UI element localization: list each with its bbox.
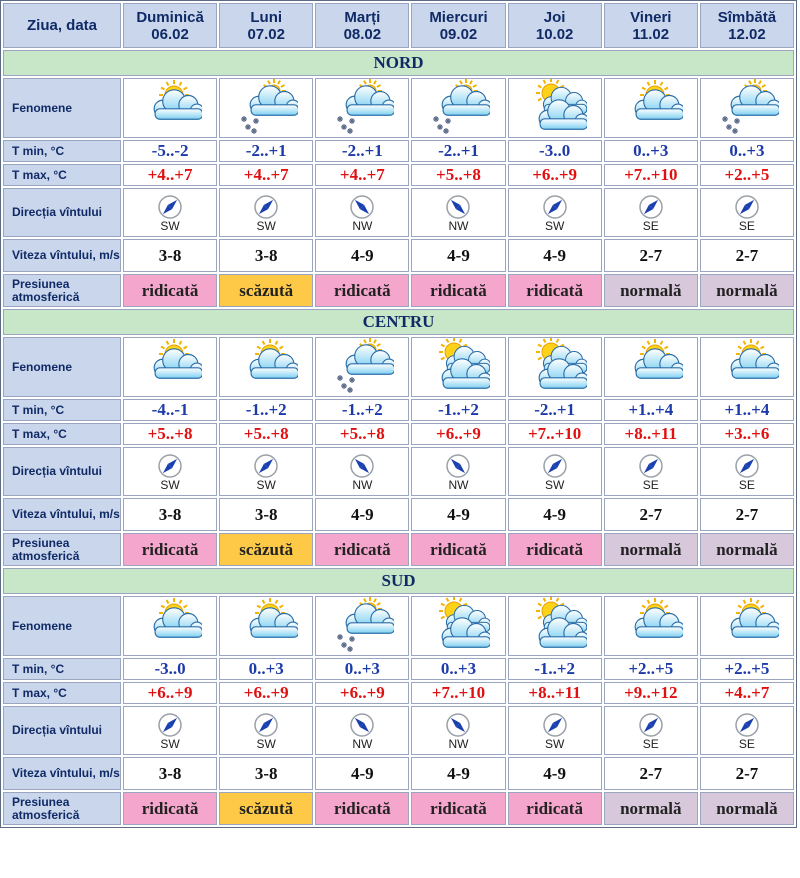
day-name: Sîmbătă [717, 8, 777, 26]
wind-speed-value: 4-9 [411, 498, 505, 531]
wind-speed-value: 4-9 [315, 239, 409, 272]
tmin-value: +1..+4 [700, 399, 794, 421]
wind-direction-cell [508, 188, 602, 237]
pressure-value: scăzută [219, 533, 313, 566]
tmax-value: +4..+7 [219, 164, 313, 186]
region-row [3, 309, 794, 335]
tmin-value: -1..+2 [315, 399, 409, 421]
weather-cell [411, 596, 505, 656]
row-label: T min, °C [3, 399, 121, 421]
tmax-value: +8..+11 [508, 682, 602, 704]
sun-heavy-cloud-icon [509, 338, 601, 396]
compass-icon [124, 453, 216, 479]
day-date: 12.02 [728, 25, 766, 43]
tmax-value: +7..+10 [604, 164, 698, 186]
pressure-value: ridicată [508, 274, 602, 307]
cloudy-snow-icon [316, 338, 408, 396]
tmax-value: +2..+5 [700, 164, 794, 186]
compass-icon [509, 453, 601, 479]
cloudy-snow-icon [220, 79, 312, 137]
tmax-value: +6..+9 [219, 682, 313, 704]
compass-icon [701, 453, 793, 479]
wind-direction-cell [411, 447, 505, 496]
tmin-value: -4..-1 [123, 399, 217, 421]
wind-direction-cell [315, 706, 409, 755]
region-title: CENTRU [3, 309, 794, 335]
wind-direction-cell [411, 706, 505, 755]
row-label: Viteza vîntului, m/s [3, 239, 121, 272]
compass-icon [316, 453, 408, 479]
wind-direction-cell [604, 706, 698, 755]
wind-speed-value: 3-8 [219, 757, 313, 790]
partly-cloudy-icon [605, 597, 697, 655]
tmax-value: +9..+12 [604, 682, 698, 704]
tmax-value: +4..+7 [700, 682, 794, 704]
partly-cloudy-icon [124, 597, 216, 655]
wind-speed-value: 3-8 [123, 498, 217, 531]
day-header [411, 3, 505, 48]
day-date: 09.02 [439, 25, 478, 43]
wind-direction-value: SE [642, 737, 659, 751]
compass-icon [412, 453, 504, 479]
weather-cell [508, 337, 602, 397]
wind-direction-cell [315, 188, 409, 237]
wind-direction-cell [315, 447, 409, 496]
tmax-value: +5..+8 [219, 423, 313, 445]
pressure-value: scăzută [219, 792, 313, 825]
wind-speed-value: 3-8 [123, 239, 217, 272]
row-label: T max, °C [3, 164, 121, 186]
wind-direction-value: SW [544, 737, 565, 751]
wind-direction-cell [219, 188, 313, 237]
row-label: Viteza vîntului, m/s [3, 498, 121, 531]
wind-speed-row [3, 757, 794, 790]
sun-heavy-cloud-icon [509, 79, 601, 137]
wind-speed-value: 2-7 [604, 239, 698, 272]
tmin-value: -1..+2 [508, 658, 602, 680]
wind-direction-value: NW [448, 219, 469, 233]
weather-cell [411, 78, 505, 138]
wind-speed-value: 4-9 [508, 757, 602, 790]
compass-icon [509, 712, 601, 738]
wind-direction-cell [411, 188, 505, 237]
pressure-value: ridicată [508, 792, 602, 825]
tmin-value: -3..0 [123, 658, 217, 680]
row-label: Fenomene [3, 78, 121, 138]
tmin-value: 0..+3 [219, 658, 313, 680]
wind-direction-value: SW [256, 478, 276, 492]
weather-cell [219, 78, 313, 138]
row-label: Direcția vîntului [3, 706, 121, 755]
cloudy-snow-icon [701, 79, 793, 137]
compass-icon [412, 712, 504, 738]
tmin-row [3, 399, 794, 421]
weather-cell [508, 596, 602, 656]
wind-speed-value: 4-9 [315, 498, 409, 531]
row-label: Presiunea atmosferică [3, 274, 121, 307]
wind-direction-cell [700, 447, 794, 496]
day-header [219, 3, 313, 48]
region-title: SUD [3, 568, 794, 594]
wind-speed-value: 2-7 [604, 757, 698, 790]
pressure-value: ridicată [315, 533, 409, 566]
row-label: T max, °C [3, 682, 121, 704]
wind-direction-cell [604, 447, 698, 496]
partly-cloudy-icon [220, 597, 312, 655]
weather-cell [411, 337, 505, 397]
wind-direction-cell [700, 706, 794, 755]
wind-direction-value: SE [642, 478, 659, 492]
compass-icon [509, 194, 601, 220]
wind-speed-value: 3-8 [219, 498, 313, 531]
pressure-value: ridicată [411, 274, 505, 307]
tmax-row [3, 423, 794, 445]
partly-cloudy-icon [701, 597, 793, 655]
wind-speed-row [3, 239, 794, 272]
header-label: Ziua, data [3, 3, 121, 48]
tmax-value: +7..+10 [508, 423, 602, 445]
day-name: Miercuri [429, 8, 488, 26]
pressure-row [3, 792, 794, 825]
compass-icon [220, 194, 312, 220]
wind-speed-value: 2-7 [700, 498, 794, 531]
tmin-value: 0..+3 [411, 658, 505, 680]
phenomena-row [3, 596, 794, 656]
row-label: Direcția vîntului [3, 447, 121, 496]
tmin-value: -3..0 [508, 140, 602, 162]
wind-speed-value: 3-8 [219, 239, 313, 272]
wind-direction-value: SW [160, 219, 180, 233]
tmax-value: +7..+10 [411, 682, 505, 704]
forecast-body [3, 3, 794, 825]
phenomena-row [3, 78, 794, 138]
wind-direction-value: SW [256, 219, 276, 233]
weather-cell [604, 337, 698, 397]
row-label: Viteza vîntului, m/s [3, 757, 121, 790]
tmin-value: +2..+5 [700, 658, 794, 680]
tmin-value: 0..+3 [604, 140, 698, 162]
wind-direction-value: SE [642, 219, 659, 233]
wind-direction-value: SE [738, 478, 755, 492]
compass-icon [701, 194, 793, 220]
day-date: 10.02 [535, 25, 574, 43]
pressure-value: ridicată [411, 792, 505, 825]
wind-direction-cell [123, 706, 217, 755]
tmin-value: +1..+4 [604, 399, 698, 421]
weather-cell [315, 337, 409, 397]
row-label: Fenomene [3, 596, 121, 656]
wind-speed-value: 4-9 [411, 239, 505, 272]
compass-icon [605, 453, 697, 479]
compass-icon [316, 712, 408, 738]
weather-cell [700, 596, 794, 656]
tmax-value: +5..+8 [411, 164, 505, 186]
tmin-row [3, 140, 794, 162]
tmin-value: -1..+2 [219, 399, 313, 421]
compass-icon [412, 194, 504, 220]
phenomena-row [3, 337, 794, 397]
wind-speed-value: 4-9 [315, 757, 409, 790]
tmin-value: -2..+1 [219, 140, 313, 162]
row-label: Presiunea atmosferică [3, 533, 121, 566]
header-row [3, 3, 794, 48]
weather-cell [315, 596, 409, 656]
partly-cloudy-icon [701, 338, 793, 396]
tmin-value: 0..+3 [315, 658, 409, 680]
compass-icon [124, 712, 216, 738]
partly-cloudy-icon [605, 338, 697, 396]
wind-speed-row [3, 498, 794, 531]
wind-direction-row [3, 706, 794, 755]
pressure-value: normală [604, 792, 698, 825]
row-label: Fenomene [3, 337, 121, 397]
wind-direction-value: NW [352, 737, 373, 751]
wind-speed-value: 3-8 [123, 757, 217, 790]
day-date: 06.02 [151, 25, 189, 43]
compass-icon [605, 712, 697, 738]
tmin-value: 0..+3 [700, 140, 794, 162]
day-header [700, 3, 794, 48]
pressure-value: ridicată [123, 533, 217, 566]
day-name: Marți [344, 8, 381, 26]
pressure-row [3, 274, 794, 307]
weather-cell [123, 78, 217, 138]
weather-cell [123, 596, 217, 656]
wind-direction-cell [508, 706, 602, 755]
wind-direction-value: NW [448, 737, 469, 751]
pressure-value: normală [604, 533, 698, 566]
day-header [123, 3, 217, 48]
region-row [3, 50, 794, 76]
tmax-value: +8..+11 [604, 423, 698, 445]
day-name: Luni [250, 8, 283, 26]
row-label: T min, °C [3, 140, 121, 162]
weather-cell [604, 78, 698, 138]
pressure-value: normală [700, 533, 794, 566]
day-name: Joi [543, 8, 566, 26]
wind-direction-cell [219, 706, 313, 755]
tmax-value: +5..+8 [315, 423, 409, 445]
cloudy-snow-icon [316, 597, 408, 655]
wind-direction-value: SW [160, 478, 180, 492]
wind-speed-value: 4-9 [508, 239, 602, 272]
pressure-value: normală [700, 792, 794, 825]
day-header [315, 3, 409, 48]
pressure-value: ridicată [315, 792, 409, 825]
cloudy-snow-icon [316, 79, 408, 137]
wind-direction-value: SE [738, 737, 755, 751]
compass-icon [220, 453, 312, 479]
row-label: T min, °C [3, 658, 121, 680]
wind-direction-cell [700, 188, 794, 237]
tmax-row [3, 682, 794, 704]
wind-direction-cell [123, 447, 217, 496]
tmin-value: -5..-2 [123, 140, 217, 162]
tmax-value: +6..+9 [508, 164, 602, 186]
wind-direction-row [3, 188, 794, 237]
wind-direction-cell [508, 447, 602, 496]
row-label: Presiunea atmosferică [3, 792, 121, 825]
day-date: 08.02 [343, 25, 382, 43]
day-date: 07.02 [247, 25, 285, 43]
wind-direction-cell [123, 188, 217, 237]
wind-direction-value: SW [160, 737, 180, 751]
pressure-value: ridicată [508, 533, 602, 566]
compass-icon [701, 712, 793, 738]
tmin-value: +2..+5 [604, 658, 698, 680]
pressure-value: ridicată [411, 533, 505, 566]
region-row [3, 568, 794, 594]
pressure-value: normală [700, 274, 794, 307]
pressure-row [3, 533, 794, 566]
tmin-value: -2..+1 [315, 140, 409, 162]
pressure-value: ridicată [315, 274, 409, 307]
wind-direction-value: NW [448, 478, 469, 492]
day-name: Duminică [136, 8, 204, 26]
weather-cell [508, 78, 602, 138]
partly-cloudy-icon [605, 79, 697, 137]
day-header [604, 3, 698, 48]
wind-direction-value: SW [544, 219, 565, 233]
compass-icon [220, 712, 312, 738]
sun-heavy-cloud-icon [412, 597, 504, 655]
pressure-value: ridicată [123, 792, 217, 825]
tmax-value: +3..+6 [700, 423, 794, 445]
wind-direction-value: SW [256, 737, 276, 751]
weather-cell [604, 596, 698, 656]
tmin-value: -2..+1 [508, 399, 602, 421]
weather-cell [700, 78, 794, 138]
tmax-value: +6..+9 [315, 682, 409, 704]
region-title: NORD [3, 50, 794, 76]
day-name: Vineri [630, 8, 672, 26]
compass-icon [605, 194, 697, 220]
compass-icon [124, 194, 216, 220]
wind-direction-value: SE [738, 219, 755, 233]
row-label: T max, °C [3, 423, 121, 445]
wind-speed-value: 4-9 [508, 498, 602, 531]
pressure-value: scăzută [219, 274, 313, 307]
pressure-value: normală [604, 274, 698, 307]
weather-cell [700, 337, 794, 397]
day-date: 11.02 [632, 25, 670, 43]
wind-direction-cell [219, 447, 313, 496]
wind-direction-value: NW [352, 219, 373, 233]
partly-cloudy-icon [124, 79, 216, 137]
tmax-value: +6..+9 [411, 423, 505, 445]
tmin-row [3, 658, 794, 680]
wind-direction-cell [604, 188, 698, 237]
day-header [508, 3, 602, 48]
weather-cell [219, 596, 313, 656]
tmax-value: +4..+7 [123, 164, 217, 186]
sun-heavy-cloud-icon [509, 597, 601, 655]
wind-speed-value: 2-7 [700, 757, 794, 790]
weather-cell [315, 78, 409, 138]
pressure-value: ridicată [123, 274, 217, 307]
wind-speed-value: 4-9 [411, 757, 505, 790]
partly-cloudy-icon [220, 338, 312, 396]
wind-direction-value: NW [352, 478, 373, 492]
tmax-value: +5..+8 [123, 423, 217, 445]
wind-speed-value: 2-7 [604, 498, 698, 531]
tmin-value: -2..+1 [411, 140, 505, 162]
tmax-value: +6..+9 [123, 682, 217, 704]
partly-cloudy-icon [124, 338, 216, 396]
tmax-row [3, 164, 794, 186]
wind-speed-value: 2-7 [700, 239, 794, 272]
weather-cell [219, 337, 313, 397]
wind-direction-row [3, 447, 794, 496]
weather-cell [123, 337, 217, 397]
sun-heavy-cloud-icon [412, 338, 504, 396]
row-label: Direcția vîntului [3, 188, 121, 237]
tmax-value: +4..+7 [315, 164, 409, 186]
compass-icon [316, 194, 408, 220]
tmin-value: -1..+2 [411, 399, 505, 421]
cloudy-snow-icon [412, 79, 504, 137]
wind-direction-value: SW [544, 478, 565, 492]
